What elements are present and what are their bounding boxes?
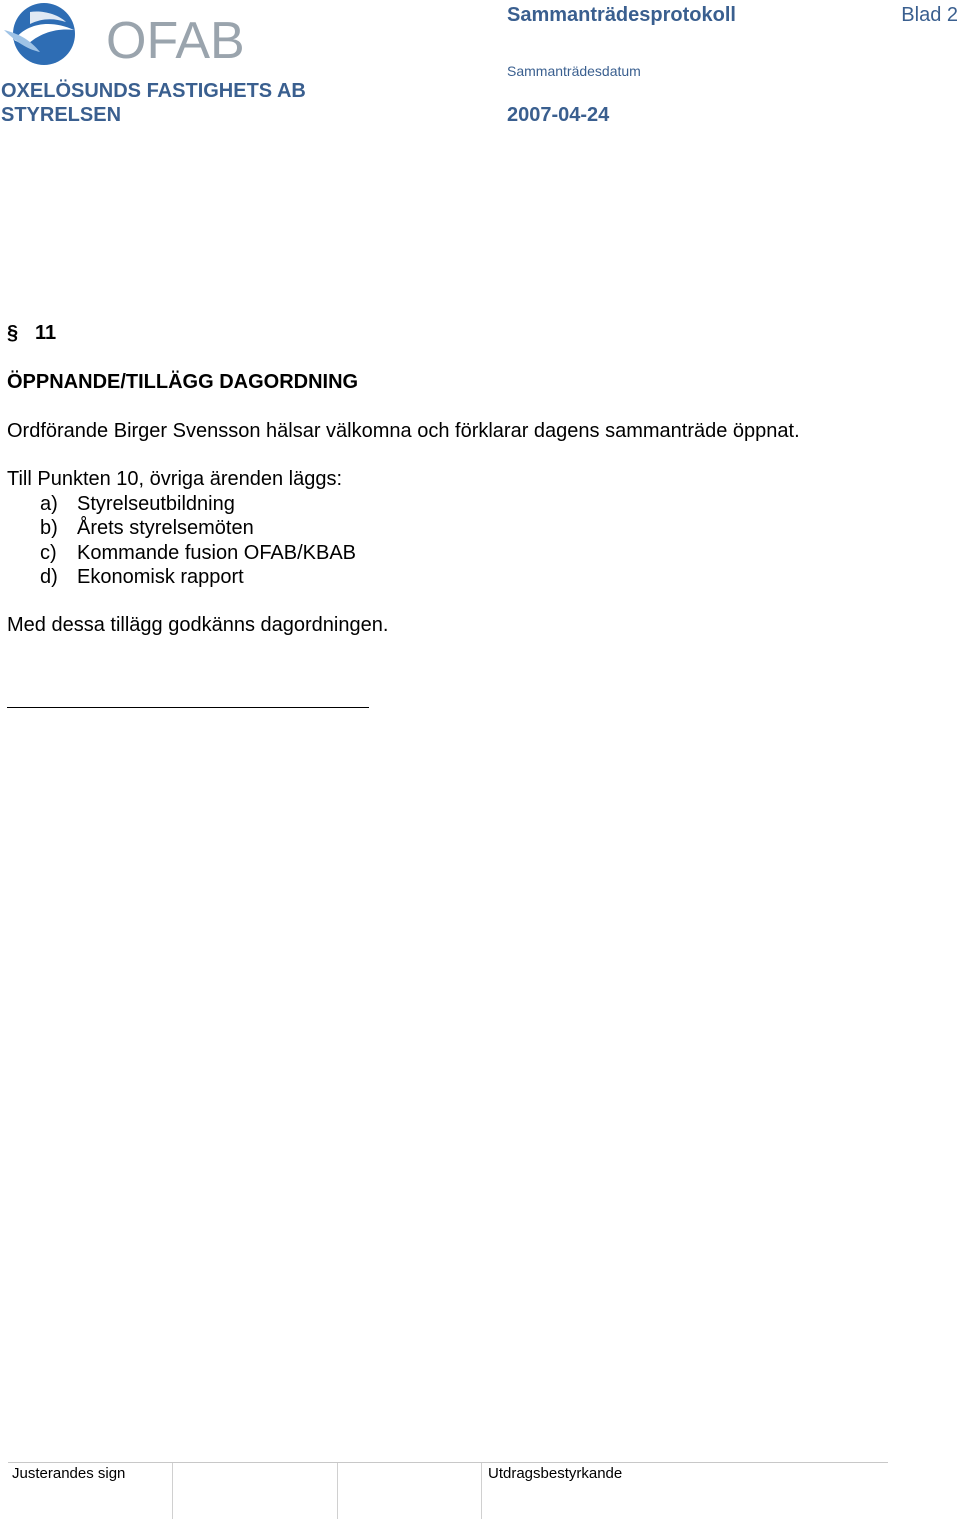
section-number-value: 11 [35, 322, 57, 344]
list-item-mark: b) [40, 517, 58, 540]
footer-cell-divider [337, 1463, 338, 1519]
footer-cell-divider [172, 1463, 173, 1519]
ofab-logo-mark-icon [0, 0, 260, 70]
sheet-number: Blad 2 [901, 4, 958, 26]
list-item-mark: d) [40, 565, 58, 588]
section-number [7, 322, 56, 345]
department-name: STYRELSEN [1, 104, 122, 126]
ofab-logo [0, 0, 260, 70]
list-item-text: Årets styrelsemöten [77, 517, 254, 540]
intro-paragraph: Ordförande Birger Svensson hälsar välkomna och förklarar dagens sammanträde öppnat. [7, 420, 800, 442]
meeting-date-label: Sammanträdesdatum [507, 63, 641, 79]
list-item-text: Styrelseutbildning [77, 493, 235, 515]
list-item [40, 565, 356, 589]
logo-wordmark: OFAB [106, 12, 245, 70]
section-heading: ÖPPNANDE/TILLÄGG DAGORDNING [7, 371, 359, 393]
company-name: OXELÖSUNDS FASTIGHETS AB [1, 80, 306, 102]
section-symbol: § [7, 322, 19, 344]
list-item-text: Ekonomisk rapport [77, 565, 244, 588]
list-intro: Till Punkten 10, övriga ärenden läggs: [7, 468, 343, 490]
list-item [40, 516, 356, 540]
footer-cell-divider [481, 1463, 482, 1519]
list-item-text: Kommande fusion OFAB/KBAB [77, 541, 357, 564]
conclusion-paragraph: Med dessa tillägg godkänns dagordningen. [7, 614, 389, 636]
list-item-mark: c) [40, 541, 57, 564]
list-item-mark: a) [40, 493, 58, 515]
excerpt-label: Utdragsbestyrkande [488, 1465, 623, 1482]
footer-signature-table [8, 1462, 888, 1519]
list-item [40, 492, 356, 516]
section-divider [7, 707, 369, 708]
signature-label: Justerandes sign [12, 1465, 126, 1482]
meeting-date-value: 2007-04-24 [507, 104, 610, 126]
list-item [40, 541, 356, 565]
agenda-additions-list [40, 492, 356, 589]
document-type: Sammanträdesprotokoll [507, 4, 736, 26]
